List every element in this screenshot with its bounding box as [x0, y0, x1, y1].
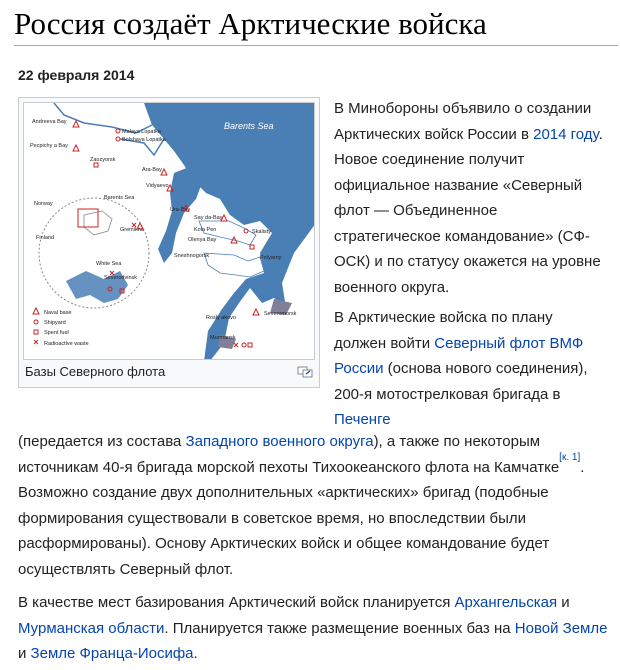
svg-text:Ara-Bay: Ara-Bay	[142, 167, 162, 173]
svg-text:Sneshnogorsk: Sneshnogorsk	[174, 253, 210, 259]
article-link[interactable]: Северный флот ВМФ России	[334, 334, 584, 377]
svg-text:White Sea: White Sea	[96, 261, 122, 267]
text-run: . Возможно создание двух дополнительных «арктических» бригад (подобные формирования существовали в советское время, но впоследствии были расформированы). Основу Арктических войск и общее командование будет осуществлять Северный флот.	[18, 458, 585, 578]
svg-text:Polyarny: Polyarny	[260, 255, 282, 261]
article-link[interactable]: Мурманская области	[18, 619, 165, 637]
svg-text:Barents Sea: Barents Sea	[224, 121, 274, 131]
svg-text:Malaya Lopatka: Malaya Lopatka	[122, 129, 161, 135]
paragraph-3	[18, 590, 614, 667]
svg-text:Shipyard: Shipyard	[44, 320, 66, 326]
svg-text:Skalisty: Skalisty	[252, 229, 271, 235]
title-divider	[14, 45, 618, 46]
text-run: В Минобороны объявило о создании Арктических войск России в	[334, 100, 592, 143]
svg-text:Andreeva Bay: Andreeva Bay	[32, 119, 67, 125]
text-run: (основа нового соединения), 200-я мотострелковая бригада в	[334, 360, 588, 403]
svg-text:Spent fuel: Spent fuel	[44, 330, 69, 336]
article-title: Россия создаёт Арктические войска	[14, 6, 487, 41]
text-run: В качестве мест базирования Арктический войск планируется	[18, 594, 455, 611]
northern-fleet-map	[24, 103, 315, 360]
footnote-link[interactable]: [к. 1]	[559, 451, 581, 463]
svg-text:Rosly akovo: Rosly akovo	[206, 315, 236, 321]
svg-text:Severodvinsk: Severodvinsk	[104, 275, 138, 281]
paragraph-2-cont	[18, 429, 614, 582]
svg-text:Ura-Bay: Ura-Bay	[170, 207, 191, 213]
article-date: 22 февраля 2014	[18, 67, 135, 83]
figure-caption: Базы Северного флота	[25, 364, 166, 379]
svg-text:Zaozyorsk: Zaozyorsk	[90, 157, 116, 163]
article-link[interactable]: Архангельская	[454, 594, 558, 611]
svg-text:Vidyaevo: Vidyaevo	[146, 183, 169, 189]
text-run: и	[557, 594, 570, 611]
svg-text:Norway: Norway	[34, 201, 53, 207]
paragraph-1	[334, 96, 608, 300]
svg-text:Kola Pen: Kola Pen	[194, 227, 217, 233]
svg-text:Say da-Bay: Say da-Bay	[194, 215, 223, 221]
text-run: . Новое соединение получит официальное название «Северный флот — Объединенное стратегическое командование» (СФ-ОСК) и по статусу окажется на уровне военного округа.	[334, 125, 603, 296]
svg-text:Finland: Finland	[36, 235, 55, 241]
svg-text:Naval base: Naval base	[44, 310, 72, 316]
svg-text:Gremikha: Gremikha	[120, 227, 144, 233]
map-image[interactable]	[23, 102, 315, 360]
svg-text:Olenya Bay: Olenya Bay	[188, 237, 217, 243]
svg-text:Radioactive waste: Radioactive waste	[44, 341, 89, 347]
text-run: и	[18, 645, 31, 662]
svg-text:Murmansk: Murmansk	[210, 335, 236, 341]
text-run: .	[193, 645, 198, 662]
magnify-clip-icon[interactable]	[297, 366, 313, 378]
text-run: В Арктические войска по плану должен войти	[334, 309, 553, 352]
paragraph-2-intro	[334, 305, 608, 433]
article-link[interactable]: Земле Франца-Иосифа	[30, 645, 194, 662]
article-link[interactable]: 2014 году	[533, 125, 599, 143]
svg-text:Barents Sea: Barents Sea	[104, 195, 135, 201]
svg-text:Bolshaya Lopatka: Bolshaya Lopatka	[122, 137, 166, 143]
text-run: . Планируется также размещение военных баз на	[164, 619, 515, 637]
article-link[interactable]: Западного военного округа	[185, 433, 374, 450]
svg-text:Severomorsk: Severomorsk	[264, 311, 297, 317]
article-link[interactable]: Новой Земле	[514, 619, 608, 637]
article-link[interactable]: Печенге	[334, 411, 391, 428]
map-figure	[18, 97, 320, 388]
svg-text:Pecpichy a Bay: Pecpichy a Bay	[30, 143, 68, 149]
text-run: ), а также по некоторым источникам 40-я бригада морской пехоты Тихоокеанского флота на Камчатке	[18, 433, 560, 476]
text-run: (передается из состава	[18, 433, 186, 450]
